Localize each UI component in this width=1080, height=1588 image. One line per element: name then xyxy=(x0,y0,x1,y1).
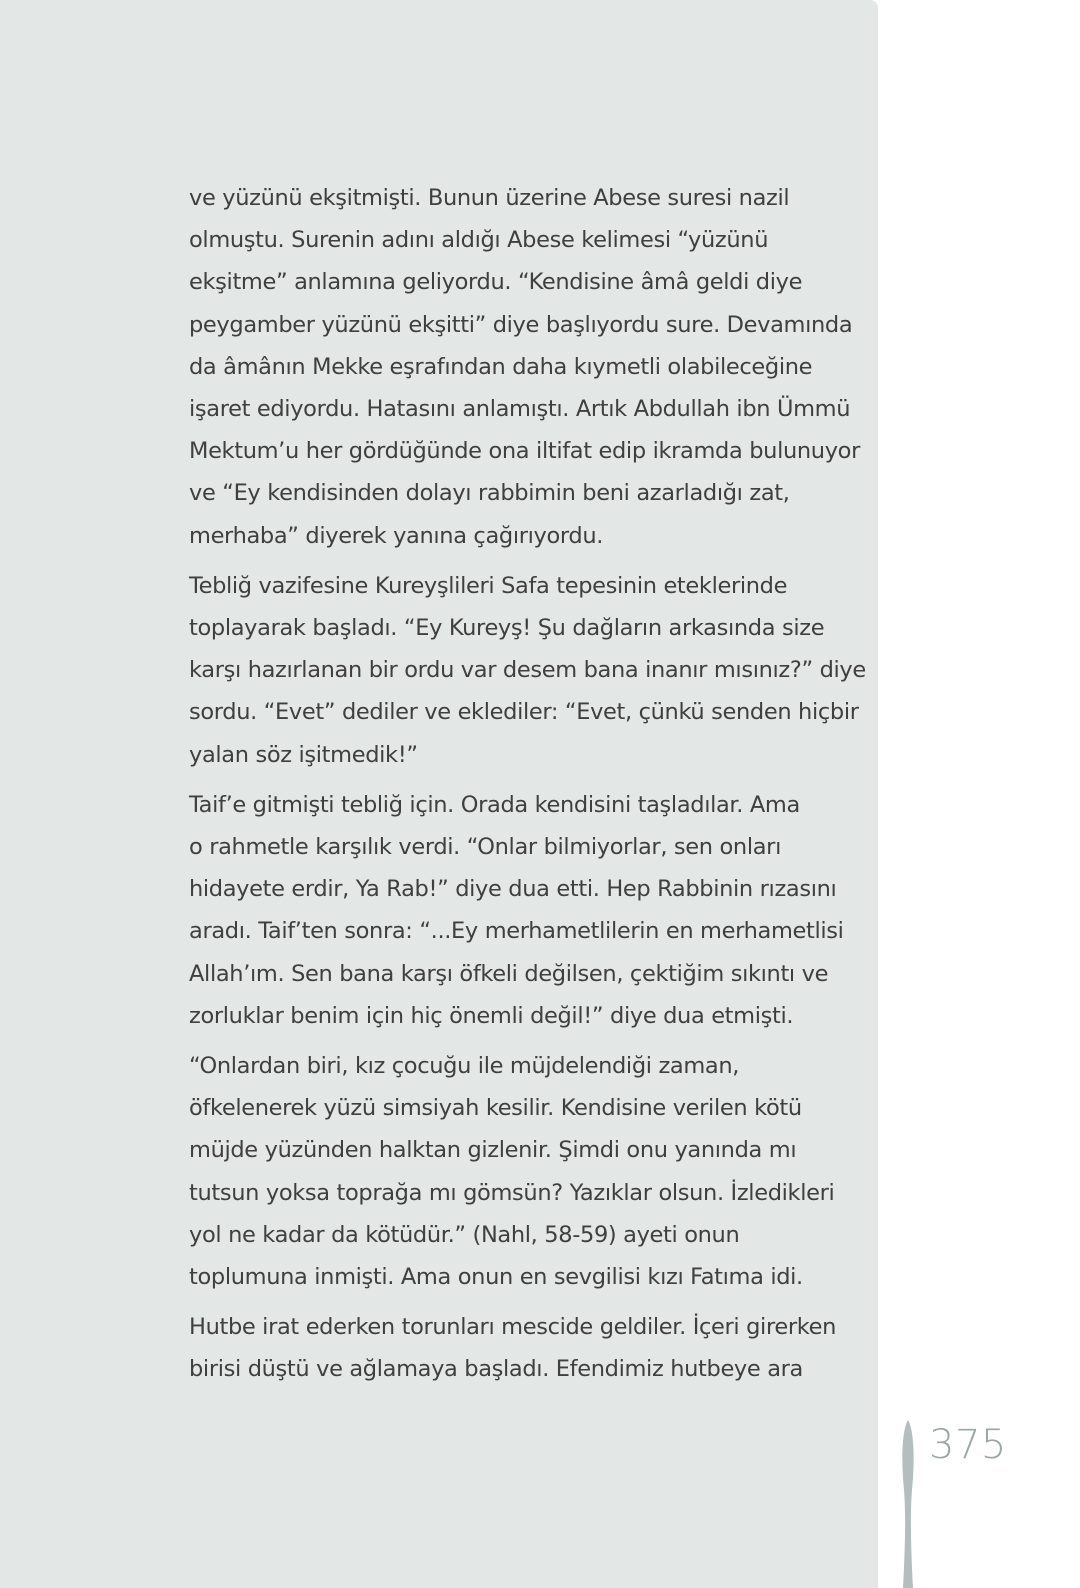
paragraph xyxy=(189,1045,859,1298)
text-line: toplayarak başladı. “Ey Kureyş! Şu dağların arkasında size xyxy=(189,615,825,642)
text-line: da âmânın Mekke eşrafından daha kıymetli olabileceğine xyxy=(189,353,813,380)
paragraph xyxy=(189,177,859,557)
paragraph xyxy=(189,565,866,776)
text-line: o rahmetle karşılık verdi. “Onlar bilmiyorlar, sen onları xyxy=(189,834,781,861)
text-line: Tebliğ vazifesine Kureyşlileri Safa tepesinin eteklerinde xyxy=(189,572,788,599)
text-line: aradı. Taif’ten sonra: “...Ey merhametlilerin en merhametlisi xyxy=(189,918,844,945)
text-line: birisi düştü ve ağlamaya başladı. Efendimiz hutbeye ara xyxy=(189,1356,803,1383)
text-line: karşı hazırlanan bir ordu var desem bana inanır mısınız?” diye xyxy=(189,657,866,684)
text-line: ekşitme” anlamına geliyordu. “Kendisine âmâ geldi diye xyxy=(189,269,803,296)
text-line: zorluklar benim için hiç önemli değil!” diye dua etmişti. xyxy=(189,1002,794,1029)
text-line: Hutbe irat ederken torunları mescide geldiler. İçeri girerken xyxy=(189,1314,837,1341)
text-line: müjde yüzünden halktan gizlenir. Şimdi onu yanında mı xyxy=(189,1137,797,1164)
text-line: öfkelenerek yüzü simsiyah kesilir. Kendisine verilen kötü xyxy=(189,1095,802,1122)
margin-rule-shape xyxy=(902,1420,913,1588)
text-line: yol ne kadar da kötüdür.” (Nahl, 58-59) ayeti onun xyxy=(189,1221,740,1248)
text-line: Mektum’u her gördüğünde ona iltifat edip ikramda bulunuyor xyxy=(189,438,860,465)
text-line: yalan söz işitmedik!” xyxy=(189,741,418,768)
text-line: peygamber yüzünü ekşitti” diye başlıyordu sure. Devamında xyxy=(189,311,853,338)
paragraph xyxy=(189,1306,859,1390)
text-line: “Onlardan biri, kız çocuğu ile müjdelendiği zaman, xyxy=(189,1053,740,1080)
body-text xyxy=(189,177,866,1399)
text-line: olmuştu. Surenin adını aldığı Abese kelimesi “yüzünü xyxy=(189,227,769,254)
text-line: sordu. “Evet” dediler ve eklediler: “Evet, çünkü senden hiçbir xyxy=(189,699,859,726)
page-number: 375 xyxy=(929,1422,1007,1468)
text-line: Allah’ım. Sen bana karşı öfkeli değilsen, çektiğim sıkıntı ve xyxy=(189,960,829,987)
text-line: tutsun yoksa toprağa mı gömsün? Yazıklar olsun. İzledikleri xyxy=(189,1179,835,1206)
text-line: ve “Ey kendisinden dolayı rabbimin beni azarladığı zat, xyxy=(189,480,790,507)
text-line: merhaba” diyerek yanına çağırıyordu. xyxy=(189,522,604,549)
text-line: işaret ediyordu. Hatasını anlamıştı. Artık Abdullah ibn Ümmü xyxy=(189,396,851,423)
margin-rule-ornament xyxy=(899,1420,917,1588)
text-line: hidayete erdir, Ya Rab!” diye dua etti. Hep Rabbinin rızasını xyxy=(189,876,837,903)
text-line: Taif’e gitmişti tebliğ için. Orada kendisini taşladılar. Ama xyxy=(189,791,800,818)
text-line: toplumuna inmişti. Ama onun en sevgilisi kızı Fatıma idi. xyxy=(189,1264,803,1291)
paragraph xyxy=(189,784,859,1037)
text-line: ve yüzünü ekşitmişti. Bunun üzerine Abese suresi nazil xyxy=(189,185,790,211)
